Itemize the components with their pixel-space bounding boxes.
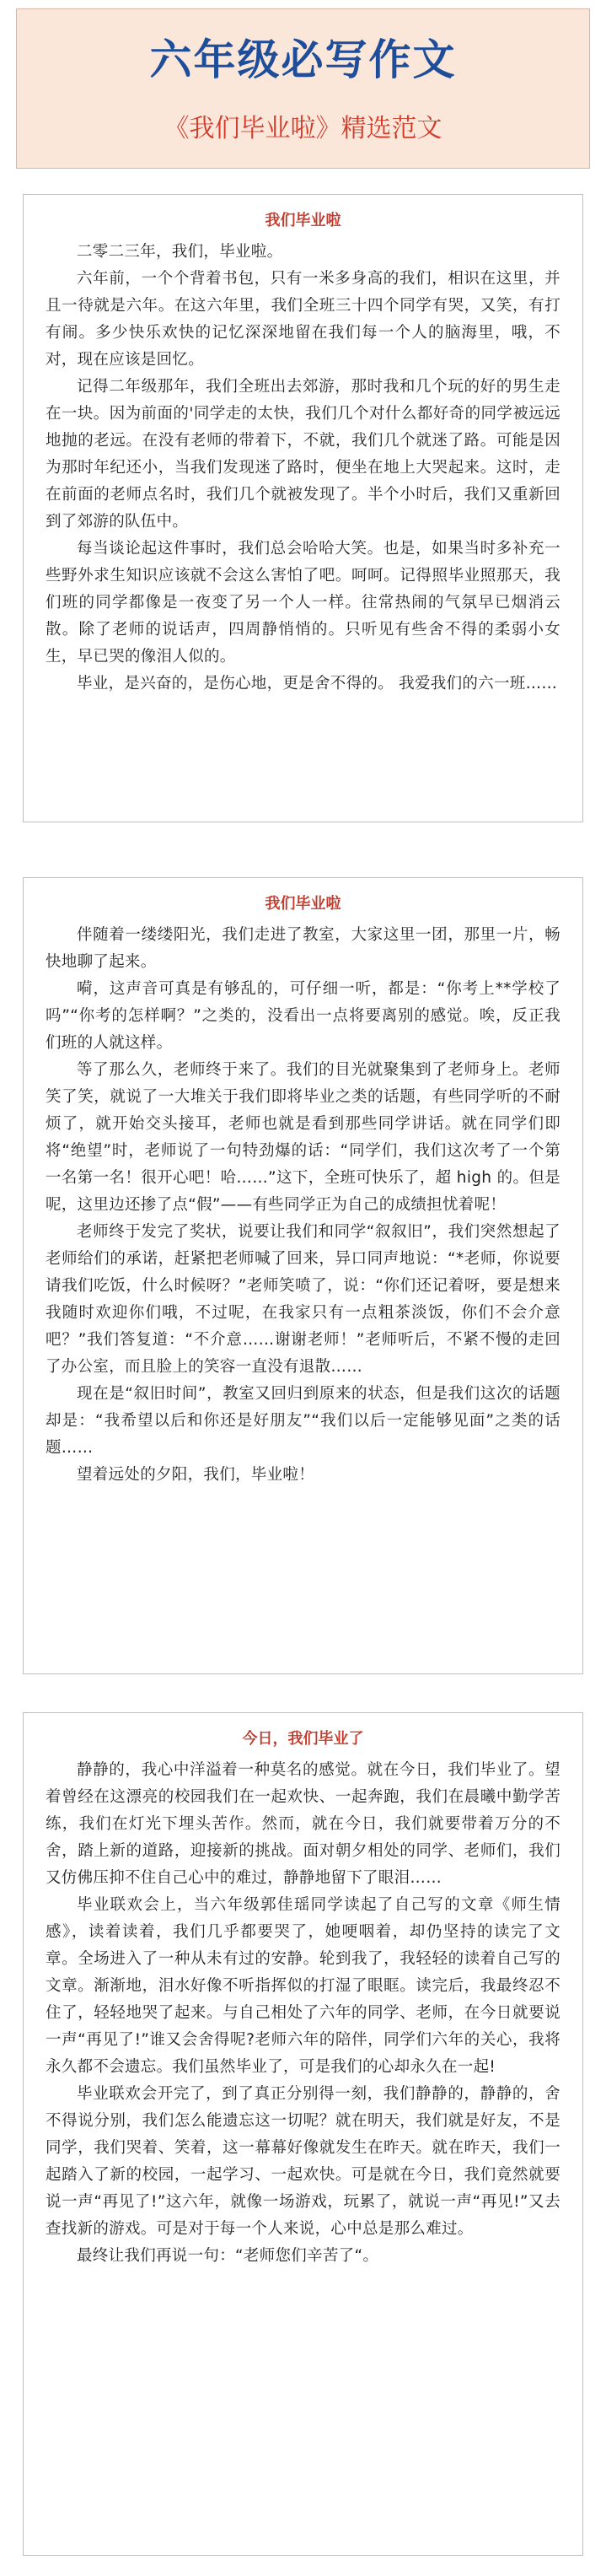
- essay-paragraph: 毕业联欢会上，当六年级郭佳瑶同学读起了自己写的文章《师生情感》，读着读着，我们几乎都要哭了，她哽咽着，却仍坚持的读完了文章。全场进入了一种从未有过的安静。轮到我了，我轻轻的读着自己写的文章。渐渐地，泪水好像不听指挥似的打湿了眼眶。读完后，我最终忍不住了，轻轻地哭了起来。与自己相处了六年的同学、老师，在今日就要说一声“再见了!”谁又会舍得呢?老师六年的陪伴，同学们六年的关心，我将永久都不会遗忘。我们虽然毕业了，可是我们的心却永久在一起!: [46, 1896, 560, 2076]
- essay-paragraph: 现在是“叙旧时间”，教室又回归到原来的状态，但是我们这次的话题却是：“我希望以后和你还是好朋友”“我们以后一定能够见面”之类的话题……: [46, 1385, 560, 1457]
- essay-paragraph: 六年前，一个个背着书包，只有一米多身高的我们，相识在这里，并且一待就是六年。在这六年里，我们全班三十四个同学有哭，又笑，有打有闹。多少快乐欢快的记忆深深地留在我们每一个人的脑海里，哦，不对，现在应该是回忆。: [46, 270, 560, 369]
- page-subtitle: 《我们毕业啦》精选范文: [164, 114, 442, 143]
- essay-paragraph: 望着远处的夕阳，我们，毕业啦！: [77, 1466, 315, 1484]
- essay-paragraph: 毕业，是兴奋的，是伤心地，更是舍不得的。 我爱我们的六一班……: [77, 675, 558, 693]
- essay-card: [23, 877, 583, 1674]
- essay-paragraph: 最终让我们再说一句：“老师您们辛苦了“。: [77, 2247, 379, 2265]
- page-header: [16, 8, 590, 169]
- essay-paragraph: 老师终于发完了奖状，说要让我们和同学“叙叙旧”，我们突然想起了老师给们的承诺，赶紧把老师喊了回来，异口同声地说：“*老师，你说要请我们吃饭，什么时候呀？”老师笑喷了，说：“你们还记着呀，要是想来我随时欢迎你们哦，不过呢，在我家只有一点粗茶淡饭，你们不会介意吧？”我们答复道：“不介意……谢谢老师！”老师听后，不紧不慢的走回了办公室，而且脸上的笑容一直没有退散……: [46, 1223, 560, 1376]
- essay-paragraph: 等了那么久，老师终于来了。我们的目光就聚集到了老师身上。老师笑了笑，就说了一大堆关于我们即将毕业之类的话题，有些同学听的不耐烦了，就开始交头接耳，老师也就是看到那些同学讲话。就在同学们即将“绝望”时，老师说了一句特劲爆的话：“同学们，我们这次考了一个第一名第一名！很开心吧！哈……”这下，全班可快乐了，超 high 的。但是呢，这里边还掺了点“假”——有些同学正为自己的成绩担忧着呢！: [46, 1061, 560, 1214]
- essay-title: 我们毕业啦: [265, 895, 341, 913]
- page-title: 六年级必写作文: [149, 35, 457, 84]
- essay-paragraph: 二零二三年，我们，毕业啦。: [77, 243, 283, 261]
- essay-title: 我们毕业啦: [265, 212, 341, 229]
- essay-paragraph: 伴随着一缕缕阳光，我们走进了教室，大家这里一团，那里一片，畅快地聊了起来。: [46, 926, 560, 971]
- essay-paragraph: 静静的，我心中洋溢着一种莫名的感觉。就在今日，我们毕业了。望着曾经在这漂亮的校园我们在一起欢快、一起奔跑，我们在晨曦中勤学苦练，我们在灯光下埋头苦作。然而，就在今日，我们就要带着万分的不舍，踏上新的道路，迎接新的挑战。面对朝夕相处的同学、老师们，我们又仿佛压抑不住自己心中的难过，静静地留下了眼泪……: [46, 1761, 560, 1887]
- essay-card: [23, 194, 583, 822]
- essay-title: 今日，我们毕业了: [242, 1730, 364, 1748]
- essay-paragraph: 毕业联欢会开完了，到了真正分别得一刻，我们静静的，静静的，舍不得说分别，我们怎么能遗忘这一切呢？就在明天，我们就是好友，不是同学，我们哭着、笑着，这一幕幕好像就发生在昨天。就在昨天，我们一起踏入了新的校园，一起学习、一起欢快。可是就在今日，我们竟然就要说一声“再见了!”这六年，就像一场游戏，玩累了，就说一声“再见!”又去查找新的游戏。可是对于每一个人来说，心中总是那么难过。: [46, 2085, 560, 2238]
- essay-card: [23, 1712, 583, 2556]
- essay-paragraph: 每当谈论起这件事时，我们总会哈哈大笑。也是，如果当时多补充一些野外求生知识应该就不会这么害怕了吧。呵呵。记得照毕业照那天，我们班的同学都像是一夜变了另一个人一样。往常热闹的气氛早已烟消云散。除了老师的说话声，四周静悄悄的。只听见有些舍不得的柔弱小女生，早已哭的像泪人似的。: [46, 540, 560, 666]
- essay-paragraph: 嗬，这声音可真是有够乱的，可仔细一听，都是：“你考上**学校了吗”“你考的怎样啊？”之类的，没看出一点将要离别的感觉。唉，反正我们班的人就这样。: [46, 980, 560, 1052]
- essay-paragraph: 记得二年级那年，我们全班出去郊游，那时我和几个玩的好的男生走在一块。因为前面的'同学走的太快，我们几个对什么都好奇的同学被远远地抛的老远。在没有老师的带着下，不就，我们几个就迷了路。可能是因为那时年纪还小，当我们发现迷了路时，便坐在地上大哭起来。这时，走在前面的老师点名时，我们几个就被发现了。半个小时后，我们又重新回到了郊游的队伍中。: [46, 378, 560, 531]
